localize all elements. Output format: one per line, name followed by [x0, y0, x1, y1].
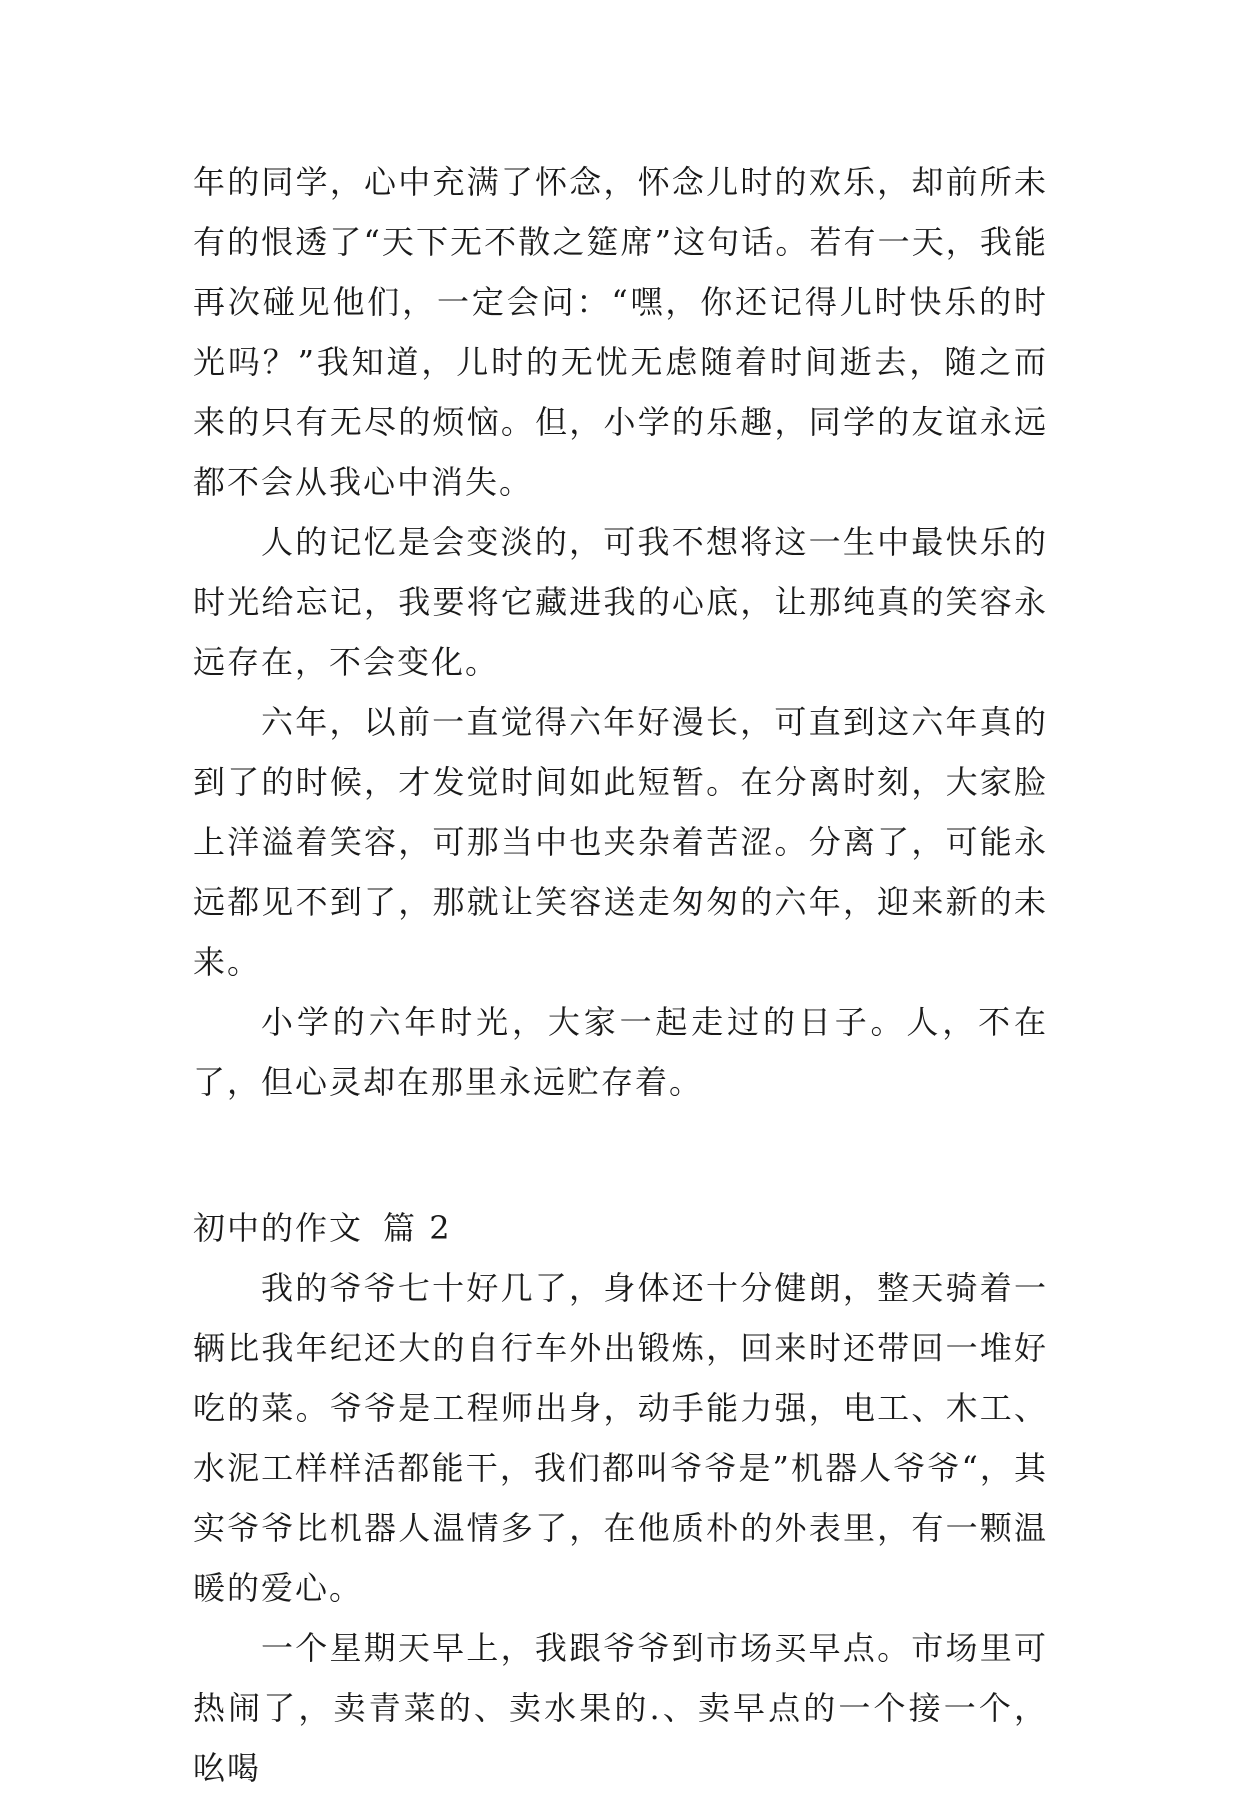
- essay1-paragraph-4: 小学的六年时光，大家一起走过的日子。人，不在了，但心灵却在那里永远贮存着。: [193, 1003, 1048, 1101]
- essay1-paragraph-1: 年的同学，心中充满了怀念，怀念儿时的欢乐，却前所未有的恨透了“天下无不散之筵席”这句话。若有一天，我能再次碰见他们，一定会问：“嘿，你还记得儿时快乐的时光吗？”我知道，儿时的无忧无虑随着时间逝去，随之而来的只有无尽的烦恼。但，小学的乐趣，同学的友谊永远都不会从我心中消失。: [193, 163, 1048, 501]
- essay1-paragraph-3: 六年，以前一直觉得六年好漫长，可直到这六年真的到了的时候，才发觉时间如此短暂。在分离时刻，大家脸上洋溢着笑容，可那当中也夹杂着苦涩。分离了，可能永远都见不到了，那就让笑容送走匆匆的六年，迎来新的未来。: [193, 703, 1048, 981]
- essay2-paragraph-1: 我的爷爷七十好几了，身体还十分健朗，整天骑着一辆比我年纪还大的自行车外出锻炼，回来时还带回一堆好吃的菜。爷爷是工程师出身，动手能力强，电工、木工、水泥工样样活都能干，我们都叫爷爷是”机器人爷爷“，其实爷爷比机器人温情多了，在他质朴的外表里，有一颗温暖的爱心。: [193, 1269, 1048, 1607]
- essay2-label: 篇 2: [383, 1209, 452, 1247]
- essay1-paragraph-2: 人的记忆是会变淡的，可我不想将这一生中最快乐的时光给忘记，我要将它藏进我的心底，让那纯真的笑容永远存在，不会变化。: [193, 523, 1048, 681]
- essay2-heading: [193, 1198, 1048, 1258]
- essay2-title: 初中的作文: [193, 1209, 364, 1247]
- essay2-paragraph-2: 一个星期天早上，我跟爷爷到市场买早点。市场里可热闹了，卖青菜的、卖水果的.、卖早点的一个接一个，吆喝: [193, 1629, 1048, 1787]
- document-body: [193, 152, 1048, 1798]
